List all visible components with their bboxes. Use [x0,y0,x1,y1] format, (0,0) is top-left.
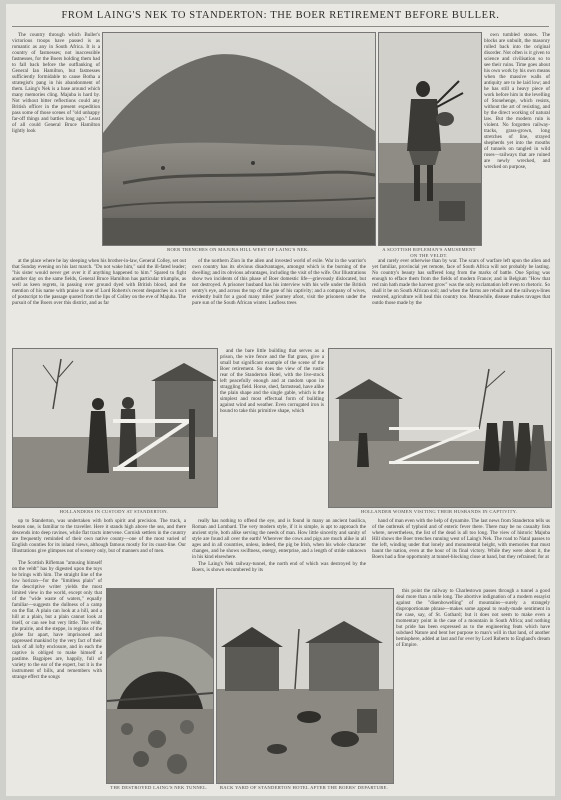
text-column-top-right [484,32,550,258]
newspaper-page [6,4,555,796]
caption-tunnel: THE DESTROYED LAING'S NEK TUNNEL. [110,785,208,790]
paragraph: really has nothing to offend the eye, and is found in many an ancient basilica, Roman and Lombard. The very modern style, if it is simple, is apt to approach the ancient style, both alike serving the needs of man. How little sincerity and sanity of style are found all over the earth! Wherever the cows and pigs are much alike in all ages and in all countries, unless, indeed, the pig be Irish, when his whole character changes, and he shows swiftness, energy, enterprise, and a length of stride unknown in his kind elsewhere. [192,518,366,560]
photo-hollander-women [328,348,552,508]
paragraph: hand of man even with the help of dynamite. The last news from Standerton tells us of the outbreak of typhoid and of enteric fever there. There may be no casualty lists where, nevertheless, the list of the dead is all too long. The view of historic Majuba Hill shows the Boer trenches running west of Laing's Nek. The road to Natal passes to the left, winding under that lonely and monumental height, with memories that must haunt the nation, even at the hour of its final victory. While they were about it, the Boers had a fine opportunity at tunnel-blocking close at hand, but they refrained; for at [372,518,550,560]
text-block-row2-left [12,518,186,558]
paragraph: The Laing's Nek railway-tunnel, the north end of which was destroyed by the Boers, is shown encumbered by its [192,561,366,573]
caption-women: HOLLANDER WOMEN VISITING THEIR HUSBANDS IN CAPTIVITY. [360,509,518,514]
text-column-bottom-left [12,560,102,792]
text-column-bottom-right [396,588,550,792]
paragraph: up to Standerton, was undertaken with both spirit and precision. The track, a beaten one, is familiar to the traveller. Here it stands high above the sea, and there descends into deep ravines, while flat tracts intervene. Cornish settlers in the country are frequently reminded of their own native county—one of the most varied of English counties for its inland views, although famous mostly for its coast-line. Our Illustrations give glimpses not of scenery only, but of manners and of men. [12,518,186,554]
text-block-row1-left [12,258,186,342]
text-column-top-left [12,32,100,258]
paragraph: own tumbled stones. The blocks are unbuilt, the masonry rolled back into the original disorder. Not often is it given to science and civilisation so to see their ruins. Time goes about his own work by his own means when the massive walls of antiquity are to be laid low; and he has still a heavy piece of work before him in the levelling of Stonehenge, which resists, without the art of resisting, and by the direct working of natural law. But the modern ruin is violent. No forgotten railway-tracks, grass-grown, long stretches of line, strayed shepherds yet into the mouths of tunnels on tangled in wild roses—railways that are ruined are newly wrecked, and wrecked on purpose, [484,32,550,170]
caption-majuba: BOER TRENCHES ON MAJUBA HILL WEST OF LAING'S NEK. [167,247,309,252]
text-column-middle [220,348,324,516]
photo-majuba-trenches [102,32,376,246]
caption-rifleman: A SCOTTISH RIFLEMAN'S AMUSEMENT ON THE VELDT. [382,247,476,258]
paragraph: The Scottish Rifleman "amusing himself on the veldt" has by digested upon the toys he brings with him. The straight line of the low horizon—for the "limitless plain" of the descriptive writer yields the most limited view in the world, except only that of the "wide waste of waters," equally familiar—suggests the dullness of a camp on the flat. A plain can look at a hill, and a hill at a plain, but a plain cannot look at itself, or can see but very little. The veldt, the prairie, and the steppe, in regions of the globe far apart, have imprisoned and oppressed mankind by the very fact of their lack of all lofty enclosure, and in each the captive is obliged to make himself a pastime. Bagpipes are, happily, full of variety to the ear of the expert, but it is the instrument of hills, and remembers with strange effect the songs [12,560,102,680]
header-rule [12,26,549,27]
text-block-row1-right [372,258,550,342]
photo-hollanders-custody [12,348,218,508]
photo-scottish-rifleman [378,32,482,246]
text-block-row1-middle [192,258,366,342]
caption-hollanders: HOLLANDERS IN CUSTODY AT STANDERTON. [59,509,169,514]
photo-destroyed-tunnel [106,588,214,784]
caption-backyard: BACK YARD OF STANDERTON HOTEL AFTER THE BOERS' DEPARTURE. [219,785,389,790]
paragraph: and rarely ever otherwise than by war. The scars of warfare left upon the alien and yet familiar, provincial yet remote, face of South Africa will not probably be lasting. No country's beauty has suffered long from the marks of battle. One Spring was enough to efface them from the fields of modern France; and in Belgium "How that red rain hath made the harvest grow" was the only exclamation left even to rhetoric. So shall it be on South African soil; and when the farms are rebuilt and the railways-lines restored, agriculture will heal this country too. Meanwhile, disease makes ravages that outdo those made by the [372,258,550,306]
photo-standerton-backyard [216,588,394,784]
page-title: FROM LAING'S NEK TO STANDERTON: THE BOER RETIREMENT BEFORE BULLER. [61,10,500,21]
text-block-row2-right [372,518,550,584]
paragraph: of the northern Zion in the alien and invested world of exile. War in the warrior's own country has its obvious disadvantages, amongst which is the burning of the dwelling; and its obvious advantages, including the visit of the wife. Our Illustrations show two incidents of this phase of Boer domestic life—grievously dislocated, but not destroyed. A prisoner husband has his interview with his wife under the British sentry's eye, and across the top of the gate of his captivity; and a company of wives, evidently built for a good many miles' journey afoot, visit the prisoners under the pure sun of the South African winter. Leafless trees [192,258,366,306]
text-block-row2-middle [192,518,366,584]
paragraph: and the bare little building that serves as a prison, the wire fence and the flat grass, give a small but significant example of the scene of the Boer retirement. So does the view of the rustic rear of the Standerton Hotel, with the live-stock left peacefully enough and at random upon its straggling field. Horse, shed, farmstead, have alike the plain shape and the single gable, which is the simplest and most effectual form of building against wind and weather. Even corrugated iron is bound to take this primitive shape, which [220,348,324,414]
paragraph: at the place where he lay sleeping when his brother-in-law, General Colley, set out that Sunday evening on his last march. "Do not wake him," said the ill-fated leader; "his sister would never get over it if anything happened to him." Spared to fight another day on the same fields, General Bruce Hamilton has particular triumphs, as well as keen regrets, in passing over ground dyed with British blood, and the mention of his name with praise in one of Lord Roberts's recent despatches is a sort of postscript to the passage quoted from the lips of Colley on the eve of Majuba. The pursuit of the Boers over this district, and as far [12,258,186,306]
paragraph: The country through which Buller's victorious troops have passed is as romantic as any in South Africa. It is a country of fastnesses; not inaccessible fastnesses, for the Boers holding them had to fall back before the outflanking of General Ian Hamilton, but fastnesses sufficiently formidable to cause Botha a strategist's pang in his abandonment of them. Laing's Nek is a base around which many memories cling. Majuba is hard by. Not without bitter reflections could any British officer in the present expedition pass some of those scenes of "old unhappy far-off things and battles long ago." Least of all could General Bruce Hamilton lightly look [12,32,100,134]
paragraph: this point the railway to Charlestown passes through a tunnel a good deal more than a mile long. The abortive indignation of a modern essayist against the "disenbowelling" of mountains—surely a strangely disproportionate phrase—makes some appeal to ready-made sentiment in the case, say, of St. Gothard; but it does not seem to make even a momentary point in the case of a mountain in South Africa; and nothing but pride has been expressed as to the engineering feats which have subdued Nature and bent her purpose to man's will in that land, of another hemisphere, added at last and for ever by Lord Roberts to England's dream of Empire. [396,588,550,648]
